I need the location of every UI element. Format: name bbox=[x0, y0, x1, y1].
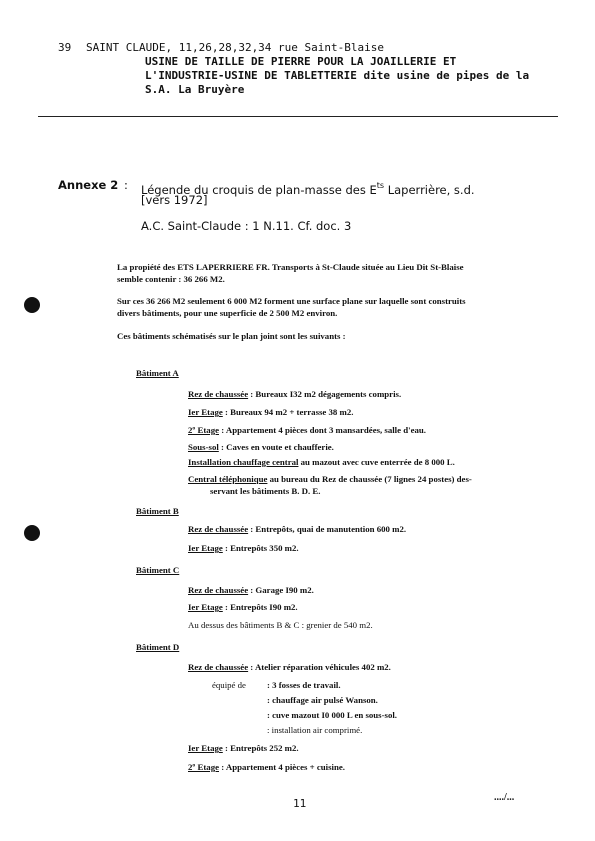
batiment-c-etage-1: Ier Etage : Entrepôts I90 m2. bbox=[188, 602, 298, 612]
batiment-d-etage-1: Ier Etage : Entrepôts 252 m2. bbox=[188, 743, 299, 753]
intro-line-5: Ces bâtiments schématisés sur le plan joint sont les suivants : bbox=[117, 331, 346, 341]
batiment-c-title: Bâtiment C bbox=[136, 565, 180, 575]
annexe-label: Annexe 2 bbox=[58, 178, 119, 192]
batiment-a-central: Central téléphonique au bureau du Rez de chaussée (7 lignes 24 postes) des- bbox=[188, 474, 472, 484]
batiment-d-rez: Rez de chaussée : Atelier réparation véhicules 402 m2. bbox=[188, 662, 391, 672]
batiment-a-rez: Rez de chaussée : Bureaux I32 m2 dégagements compris. bbox=[188, 389, 402, 399]
batiment-a-etage-2: 2º Etage : Appartement 4 pièces dont 3 mansardées, salle d'eau. bbox=[188, 425, 426, 435]
document-title-line-3: S.A. La Bruyère bbox=[145, 83, 245, 96]
document-title-line-1: USINE DE TAILLE DE PIERRE POUR LA JOAILLERIE ET bbox=[145, 55, 457, 68]
batiment-b-title: Bâtiment B bbox=[136, 506, 179, 516]
batiment-b-etage-1: Ier Etage : Entrepôts 350 m2. bbox=[188, 543, 299, 553]
intro-line-2: semble contenir : 36 266 M2. bbox=[117, 274, 225, 284]
batiment-d-etage-2: 2º Etage : Appartement 4 pièces + cuisine. bbox=[188, 762, 345, 772]
batiment-a-sous-sol: Sous-sol : Caves en voute et chaufferie. bbox=[188, 442, 334, 452]
batiment-a-title: Bâtiment A bbox=[136, 368, 179, 378]
document-number: 39 bbox=[58, 41, 72, 54]
batiment-c-grenier: Au dessus des bâtiments B & C : grenier de 540 m2. bbox=[188, 620, 373, 630]
batiment-a-chauffage: Installation chauffage central au mazout avec cuve enterrée de 8 000 L. bbox=[188, 457, 455, 467]
intro-line-3: Sur ces 36 266 M2 seulement 6 000 M2 forment une surface plane sur laquelle sont construits bbox=[117, 296, 466, 306]
batiment-d-equipe-label: équipé de bbox=[212, 680, 246, 690]
annexe-caption-line-2: [vers 1972] bbox=[141, 193, 208, 207]
intro-line-1: La propiété des ETS LAPERRIERE FR. Transports à St-Claude située au Lieu Dit St-Blaise bbox=[117, 262, 464, 272]
annexe-colon: : bbox=[124, 178, 128, 192]
batiment-a-etage-1: Ier Etage : Bureaux 94 m2 + terrasse 38 m2. bbox=[188, 407, 354, 417]
archive-reference: A.C. Saint-Claude : 1 N.11. Cf. doc. 3 bbox=[141, 219, 352, 233]
batiment-b-rez: Rez de chaussée : Entrepôts, quai de manutention 600 m2. bbox=[188, 524, 407, 534]
continuation-mark: ..../... bbox=[494, 792, 515, 803]
document-title-line-2: L'INDUSTRIE-USINE DE TABLETTERIE dite usine de pipes de la bbox=[145, 69, 530, 82]
document-location: SAINT CLAUDE, 11,26,28,32,34 rue Saint-Blaise bbox=[86, 41, 385, 54]
punch-hole-top bbox=[24, 297, 40, 313]
punch-hole-bottom bbox=[24, 525, 40, 541]
annexe-caption-line-1: Légende du croquis de plan-masse des $E^{ts}$ Laperrière, s.d. bbox=[141, 181, 475, 197]
batiment-d-title: Bâtiment D bbox=[136, 642, 180, 652]
batiment-a-central-cont: servant les bâtiments B. D. E. bbox=[210, 486, 321, 496]
batiment-c-rez: Rez de chaussée : Garage I90 m2. bbox=[188, 585, 314, 595]
intro-line-4: divers bâtiments, pour une superficie de 2 500 M2 environ. bbox=[117, 308, 338, 318]
batiment-d-equipement: : installation air comprimé. bbox=[267, 725, 363, 735]
batiment-d-equipement: : chauffage air pulsé Wanson. bbox=[267, 695, 378, 705]
page-number: 11 bbox=[293, 797, 307, 810]
header-divider bbox=[38, 116, 558, 117]
batiment-d-equipement: : cuve mazout I0 000 L en sous-sol. bbox=[267, 710, 398, 720]
batiment-d-equipement: : 3 fosses de travail. bbox=[267, 680, 341, 690]
